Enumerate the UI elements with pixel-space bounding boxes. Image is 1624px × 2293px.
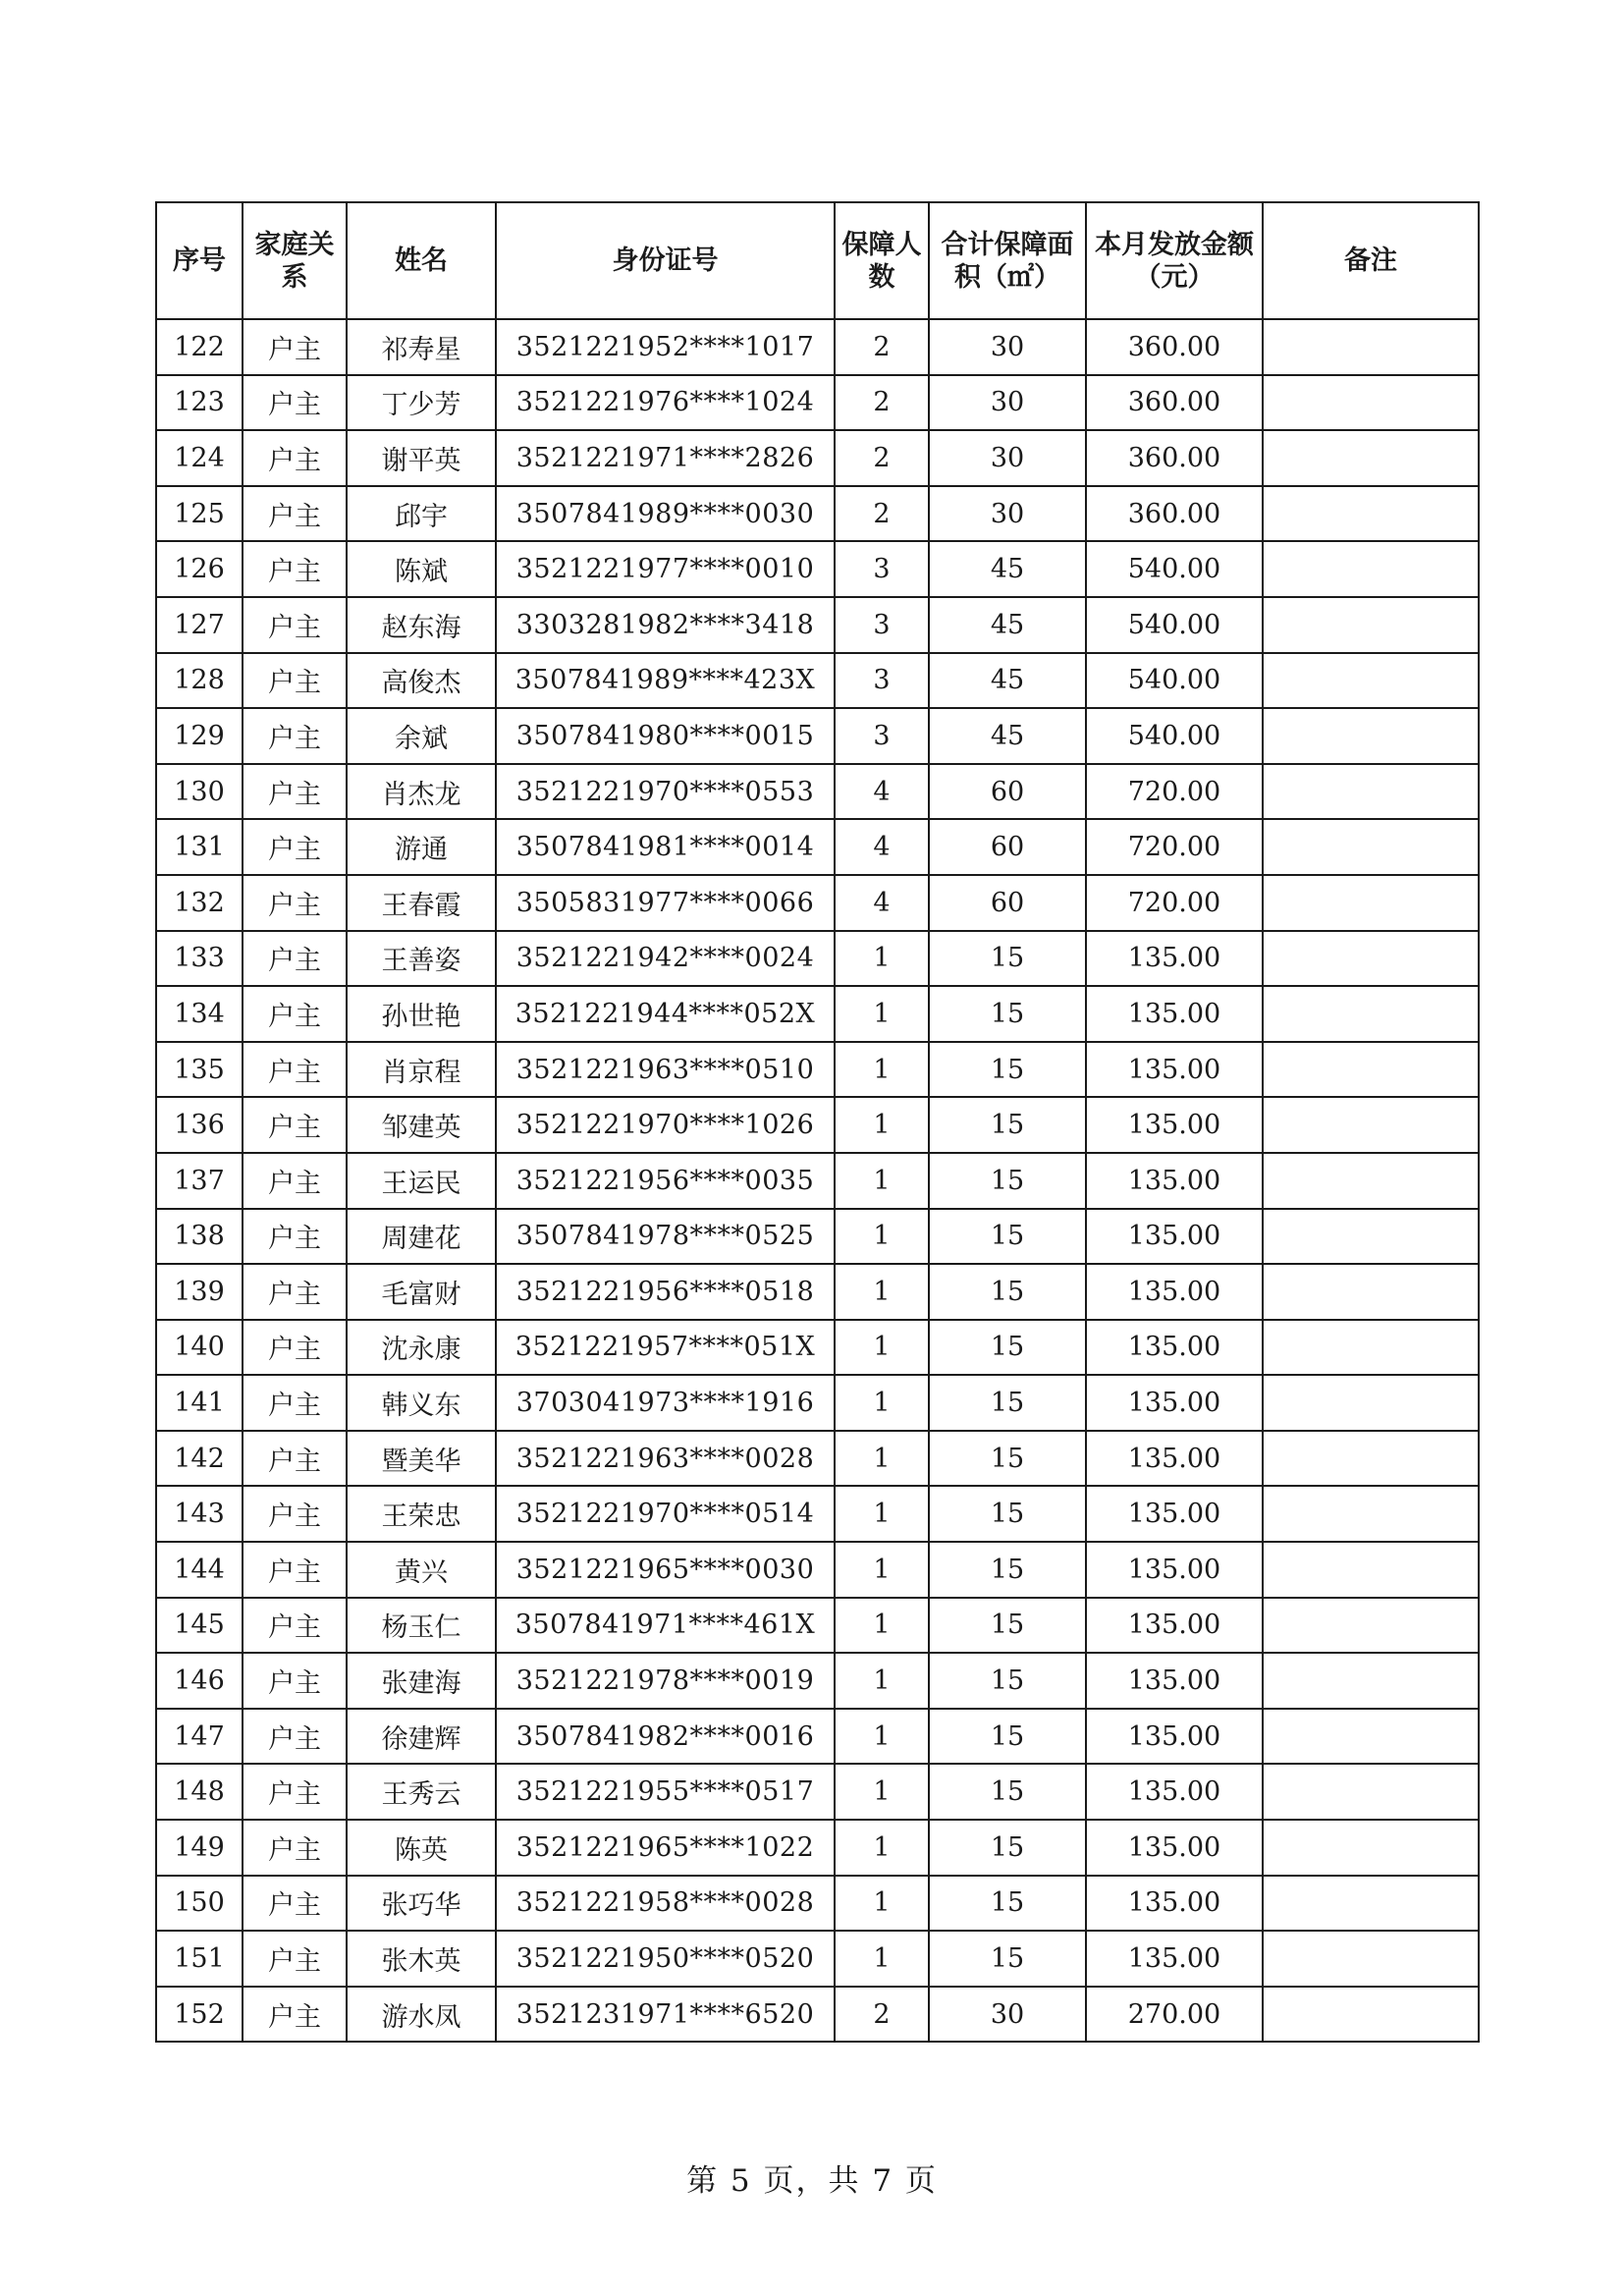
table-row [156, 430, 1479, 486]
table-row [156, 1931, 1479, 1987]
cell-persons: 2 [835, 430, 929, 486]
table-row [156, 1209, 1479, 1265]
cell-amount: 720.00 [1086, 819, 1263, 875]
table-row [156, 597, 1479, 653]
cell-remark [1263, 764, 1479, 820]
cell-area: 30 [929, 319, 1086, 375]
cell-remark [1263, 819, 1479, 875]
cell-name: 沈永康 [347, 1320, 496, 1376]
table-row [156, 1320, 1479, 1376]
cell-remark [1263, 1153, 1479, 1209]
table-row [156, 1709, 1479, 1765]
cell-persons: 1 [835, 1764, 929, 1820]
cell-relation: 户主 [243, 1320, 347, 1376]
cell-id-number: 3521231971****6520 [496, 1987, 835, 2043]
cell-remark [1263, 1876, 1479, 1932]
cell-id-number: 3521221956****0035 [496, 1153, 835, 1209]
cell-persons: 1 [835, 986, 929, 1042]
cell-name: 肖杰龙 [347, 764, 496, 820]
cell-persons: 1 [835, 1097, 929, 1153]
cell-seq: 131 [156, 819, 243, 875]
cell-area: 30 [929, 486, 1086, 542]
cell-remark [1263, 986, 1479, 1042]
cell-persons: 1 [835, 1320, 929, 1376]
header-remark: 备注 [1263, 202, 1479, 319]
cell-amount: 135.00 [1086, 1931, 1263, 1987]
cell-persons: 1 [835, 1653, 929, 1709]
cell-remark [1263, 1764, 1479, 1820]
header-name: 姓名 [347, 202, 496, 319]
cell-amount: 135.00 [1086, 1375, 1263, 1431]
cell-seq: 138 [156, 1209, 243, 1265]
cell-persons: 1 [835, 1598, 929, 1654]
cell-seq: 123 [156, 375, 243, 431]
cell-relation: 户主 [243, 986, 347, 1042]
cell-id-number: 3521221971****2826 [496, 430, 835, 486]
cell-persons: 1 [835, 1486, 929, 1542]
cell-persons: 3 [835, 597, 929, 653]
cell-id-number: 3521221944****052X [496, 986, 835, 1042]
cell-persons: 1 [835, 1820, 929, 1876]
cell-id-number: 3507841982****0016 [496, 1709, 835, 1765]
cell-name: 韩义东 [347, 1375, 496, 1431]
cell-relation: 户主 [243, 1209, 347, 1265]
cell-name: 赵东海 [347, 597, 496, 653]
cell-amount: 135.00 [1086, 1264, 1263, 1320]
cell-amount: 135.00 [1086, 986, 1263, 1042]
cell-amount: 135.00 [1086, 1209, 1263, 1265]
cell-relation: 户主 [243, 1542, 347, 1598]
cell-name: 陈英 [347, 1820, 496, 1876]
cell-relation: 户主 [243, 1097, 347, 1153]
cell-relation: 户主 [243, 597, 347, 653]
cell-name: 邹建英 [347, 1097, 496, 1153]
cell-name: 祁寿星 [347, 319, 496, 375]
cell-relation: 户主 [243, 708, 347, 764]
cell-remark [1263, 430, 1479, 486]
cell-area: 45 [929, 541, 1086, 597]
cell-area: 15 [929, 1042, 1086, 1098]
cell-name: 邱宇 [347, 486, 496, 542]
cell-name: 孙世艳 [347, 986, 496, 1042]
cell-persons: 2 [835, 486, 929, 542]
cell-id-number: 3521221970****0514 [496, 1486, 835, 1542]
cell-remark [1263, 1042, 1479, 1098]
cell-name: 黄兴 [347, 1542, 496, 1598]
cell-id-number: 3521221976****1024 [496, 375, 835, 431]
cell-amount: 135.00 [1086, 1598, 1263, 1654]
cell-amount: 135.00 [1086, 1764, 1263, 1820]
cell-id-number: 3507841981****0014 [496, 819, 835, 875]
cell-relation: 户主 [243, 1598, 347, 1654]
table-body [156, 319, 1479, 2042]
cell-id-number: 3507841971****461X [496, 1598, 835, 1654]
cell-amount: 720.00 [1086, 764, 1263, 820]
cell-id-number: 3521221970****1026 [496, 1097, 835, 1153]
cell-relation: 户主 [243, 1876, 347, 1932]
cell-relation: 户主 [243, 1820, 347, 1876]
cell-amount: 135.00 [1086, 1153, 1263, 1209]
cell-seq: 135 [156, 1042, 243, 1098]
cell-remark [1263, 1320, 1479, 1376]
cell-area: 15 [929, 1709, 1086, 1765]
table-row [156, 819, 1479, 875]
cell-area: 60 [929, 875, 1086, 931]
cell-name: 暨美华 [347, 1431, 496, 1487]
table-row [156, 1542, 1479, 1598]
cell-amount: 360.00 [1086, 486, 1263, 542]
cell-amount: 135.00 [1086, 1820, 1263, 1876]
cell-seq: 126 [156, 541, 243, 597]
cell-id-number: 3521221955****0517 [496, 1764, 835, 1820]
table-row [156, 1876, 1479, 1932]
cell-id-number: 3521221957****051X [496, 1320, 835, 1376]
table-row [156, 1042, 1479, 1098]
cell-amount: 135.00 [1086, 1876, 1263, 1932]
header-id-number: 身份证号 [496, 202, 835, 319]
cell-remark [1263, 319, 1479, 375]
cell-relation: 户主 [243, 1375, 347, 1431]
cell-seq: 133 [156, 931, 243, 987]
table-row [156, 1764, 1479, 1820]
table-row [156, 1987, 1479, 2043]
header-seq: 序号 [156, 202, 243, 319]
cell-persons: 2 [835, 1987, 929, 2043]
cell-seq: 134 [156, 986, 243, 1042]
cell-seq: 146 [156, 1653, 243, 1709]
cell-name: 王运民 [347, 1153, 496, 1209]
cell-amount: 270.00 [1086, 1987, 1263, 2043]
cell-remark [1263, 875, 1479, 931]
cell-seq: 136 [156, 1097, 243, 1153]
cell-amount: 135.00 [1086, 1320, 1263, 1376]
cell-amount: 135.00 [1086, 931, 1263, 987]
page-number: 第 5 页，共 7 页 [686, 2163, 938, 2199]
cell-name: 肖京程 [347, 1042, 496, 1098]
cell-remark [1263, 1931, 1479, 1987]
cell-relation: 户主 [243, 653, 347, 709]
cell-amount: 540.00 [1086, 597, 1263, 653]
cell-seq: 130 [156, 764, 243, 820]
cell-name: 徐建辉 [347, 1709, 496, 1765]
cell-persons: 3 [835, 708, 929, 764]
table-row [156, 486, 1479, 542]
header-area: 合计保障面积（㎡） [929, 202, 1086, 319]
subsidy-roster-table [155, 201, 1480, 2043]
cell-name: 张木英 [347, 1931, 496, 1987]
cell-area: 15 [929, 1931, 1086, 1987]
cell-id-number: 3521221965****1022 [496, 1820, 835, 1876]
cell-amount: 540.00 [1086, 708, 1263, 764]
cell-relation: 户主 [243, 1987, 347, 2043]
cell-seq: 148 [156, 1764, 243, 1820]
table-row [156, 1264, 1479, 1320]
cell-area: 15 [929, 1764, 1086, 1820]
cell-name: 毛富财 [347, 1264, 496, 1320]
cell-amount: 135.00 [1086, 1542, 1263, 1598]
cell-area: 15 [929, 1653, 1086, 1709]
table-row [156, 875, 1479, 931]
cell-area: 60 [929, 764, 1086, 820]
cell-relation: 户主 [243, 1264, 347, 1320]
cell-remark [1263, 1598, 1479, 1654]
cell-id-number: 3521221963****0510 [496, 1042, 835, 1098]
cell-amount: 360.00 [1086, 375, 1263, 431]
cell-persons: 4 [835, 819, 929, 875]
cell-relation: 户主 [243, 875, 347, 931]
cell-remark [1263, 931, 1479, 987]
cell-persons: 2 [835, 375, 929, 431]
cell-remark [1263, 1486, 1479, 1542]
table-row [156, 764, 1479, 820]
cell-id-number: 3303281982****3418 [496, 597, 835, 653]
cell-amount: 360.00 [1086, 430, 1263, 486]
cell-area: 15 [929, 1375, 1086, 1431]
table-row [156, 319, 1479, 375]
cell-seq: 124 [156, 430, 243, 486]
cell-seq: 152 [156, 1987, 243, 2043]
cell-name: 游水凤 [347, 1987, 496, 2043]
cell-remark [1263, 1264, 1479, 1320]
cell-seq: 139 [156, 1264, 243, 1320]
cell-area: 15 [929, 931, 1086, 987]
cell-relation: 户主 [243, 319, 347, 375]
cell-persons: 3 [835, 653, 929, 709]
cell-persons: 1 [835, 1375, 929, 1431]
cell-amount: 540.00 [1086, 541, 1263, 597]
cell-amount: 135.00 [1086, 1042, 1263, 1098]
cell-remark [1263, 541, 1479, 597]
cell-remark [1263, 1375, 1479, 1431]
cell-seq: 122 [156, 319, 243, 375]
cell-relation: 户主 [243, 1042, 347, 1098]
cell-area: 15 [929, 1097, 1086, 1153]
cell-seq: 145 [156, 1598, 243, 1654]
table-row [156, 375, 1479, 431]
cell-area: 15 [929, 1598, 1086, 1654]
cell-seq: 132 [156, 875, 243, 931]
cell-seq: 147 [156, 1709, 243, 1765]
cell-seq: 150 [156, 1876, 243, 1932]
cell-id-number: 3521221970****0553 [496, 764, 835, 820]
cell-id-number: 3521221958****0028 [496, 1876, 835, 1932]
cell-id-number: 3507841989****0030 [496, 486, 835, 542]
cell-seq: 143 [156, 1486, 243, 1542]
cell-name: 王春霞 [347, 875, 496, 931]
cell-area: 15 [929, 1486, 1086, 1542]
cell-name: 杨玉仁 [347, 1598, 496, 1654]
cell-area: 45 [929, 597, 1086, 653]
cell-relation: 户主 [243, 430, 347, 486]
cell-name: 王善姿 [347, 931, 496, 987]
cell-remark [1263, 1820, 1479, 1876]
cell-id-number: 3521221950****0520 [496, 1931, 835, 1987]
cell-area: 30 [929, 1987, 1086, 2043]
table-row [156, 1375, 1479, 1431]
cell-id-number: 3507841989****423X [496, 653, 835, 709]
cell-name: 张巧华 [347, 1876, 496, 1932]
cell-remark [1263, 597, 1479, 653]
cell-name: 陈斌 [347, 541, 496, 597]
cell-persons: 1 [835, 1209, 929, 1265]
cell-persons: 1 [835, 1876, 929, 1932]
cell-id-number: 3521221963****0028 [496, 1431, 835, 1487]
cell-area: 45 [929, 653, 1086, 709]
cell-relation: 户主 [243, 1931, 347, 1987]
table-row [156, 708, 1479, 764]
cell-area: 15 [929, 986, 1086, 1042]
cell-persons: 1 [835, 931, 929, 987]
table-row [156, 1486, 1479, 1542]
cell-persons: 1 [835, 1709, 929, 1765]
cell-relation: 户主 [243, 375, 347, 431]
cell-id-number: 3521221942****0024 [496, 931, 835, 987]
cell-amount: 135.00 [1086, 1653, 1263, 1709]
cell-id-number: 3521221977****0010 [496, 541, 835, 597]
cell-remark [1263, 1431, 1479, 1487]
cell-amount: 135.00 [1086, 1486, 1263, 1542]
cell-name: 王荣忠 [347, 1486, 496, 1542]
cell-persons: 1 [835, 1542, 929, 1598]
cell-amount: 360.00 [1086, 319, 1263, 375]
cell-seq: 142 [156, 1431, 243, 1487]
cell-remark [1263, 1542, 1479, 1598]
table-row [156, 1097, 1479, 1153]
table-row [156, 1820, 1479, 1876]
cell-remark [1263, 486, 1479, 542]
table-row [156, 986, 1479, 1042]
cell-relation: 户主 [243, 1431, 347, 1487]
cell-persons: 1 [835, 1153, 929, 1209]
cell-name: 谢平英 [347, 430, 496, 486]
cell-area: 15 [929, 1876, 1086, 1932]
cell-area: 15 [929, 1209, 1086, 1265]
cell-persons: 4 [835, 875, 929, 931]
cell-area: 15 [929, 1431, 1086, 1487]
cell-area: 30 [929, 430, 1086, 486]
cell-relation: 户主 [243, 1653, 347, 1709]
cell-persons: 2 [835, 319, 929, 375]
cell-name: 丁少芳 [347, 375, 496, 431]
table-row [156, 931, 1479, 987]
cell-id-number: 3505831977****0066 [496, 875, 835, 931]
cell-relation: 户主 [243, 931, 347, 987]
cell-seq: 144 [156, 1542, 243, 1598]
cell-name: 高俊杰 [347, 653, 496, 709]
cell-id-number: 3521221978****0019 [496, 1653, 835, 1709]
table-row [156, 541, 1479, 597]
cell-seq: 141 [156, 1375, 243, 1431]
cell-amount: 135.00 [1086, 1431, 1263, 1487]
cell-id-number: 3507841980****0015 [496, 708, 835, 764]
cell-relation: 户主 [243, 819, 347, 875]
cell-remark [1263, 1653, 1479, 1709]
cell-area: 15 [929, 1820, 1086, 1876]
cell-id-number: 3703041973****1916 [496, 1375, 835, 1431]
cell-remark [1263, 1209, 1479, 1265]
cell-seq: 128 [156, 653, 243, 709]
cell-remark [1263, 1097, 1479, 1153]
cell-area: 15 [929, 1153, 1086, 1209]
cell-remark [1263, 375, 1479, 431]
cell-area: 15 [929, 1264, 1086, 1320]
cell-name: 余斌 [347, 708, 496, 764]
cell-name: 周建花 [347, 1209, 496, 1265]
cell-id-number: 3507841978****0525 [496, 1209, 835, 1265]
cell-persons: 1 [835, 1931, 929, 1987]
cell-amount: 720.00 [1086, 875, 1263, 931]
cell-amount: 135.00 [1086, 1097, 1263, 1153]
cell-persons: 1 [835, 1264, 929, 1320]
cell-id-number: 3521221952****1017 [496, 319, 835, 375]
cell-amount: 540.00 [1086, 653, 1263, 709]
cell-area: 45 [929, 708, 1086, 764]
cell-id-number: 3521221965****0030 [496, 1542, 835, 1598]
cell-persons: 1 [835, 1431, 929, 1487]
cell-area: 60 [929, 819, 1086, 875]
table-row [156, 1598, 1479, 1654]
cell-seq: 140 [156, 1320, 243, 1376]
cell-remark [1263, 1709, 1479, 1765]
cell-relation: 户主 [243, 486, 347, 542]
cell-relation: 户主 [243, 1486, 347, 1542]
cell-remark [1263, 708, 1479, 764]
cell-seq: 149 [156, 1820, 243, 1876]
cell-relation: 户主 [243, 1709, 347, 1765]
cell-seq: 137 [156, 1153, 243, 1209]
cell-relation: 户主 [243, 1153, 347, 1209]
table-header-row [156, 202, 1479, 319]
cell-relation: 户主 [243, 1764, 347, 1820]
cell-persons: 1 [835, 1042, 929, 1098]
cell-remark [1263, 653, 1479, 709]
table-row [156, 1153, 1479, 1209]
cell-area: 30 [929, 375, 1086, 431]
cell-name: 王秀云 [347, 1764, 496, 1820]
cell-remark [1263, 1987, 1479, 2043]
cell-relation: 户主 [243, 764, 347, 820]
cell-persons: 4 [835, 764, 929, 820]
cell-area: 15 [929, 1542, 1086, 1598]
cell-id-number: 3521221956****0518 [496, 1264, 835, 1320]
cell-seq: 151 [156, 1931, 243, 1987]
header-amount: 本月发放金额（元） [1086, 202, 1263, 319]
cell-area: 15 [929, 1320, 1086, 1376]
cell-seq: 127 [156, 597, 243, 653]
cell-seq: 125 [156, 486, 243, 542]
cell-persons: 3 [835, 541, 929, 597]
table-row [156, 1653, 1479, 1709]
cell-seq: 129 [156, 708, 243, 764]
cell-name: 游通 [347, 819, 496, 875]
cell-relation: 户主 [243, 541, 347, 597]
cell-name: 张建海 [347, 1653, 496, 1709]
table-row [156, 653, 1479, 709]
cell-amount: 135.00 [1086, 1709, 1263, 1765]
header-persons: 保障人数 [835, 202, 929, 319]
header-relation: 家庭关系 [243, 202, 347, 319]
table-row [156, 1431, 1479, 1487]
